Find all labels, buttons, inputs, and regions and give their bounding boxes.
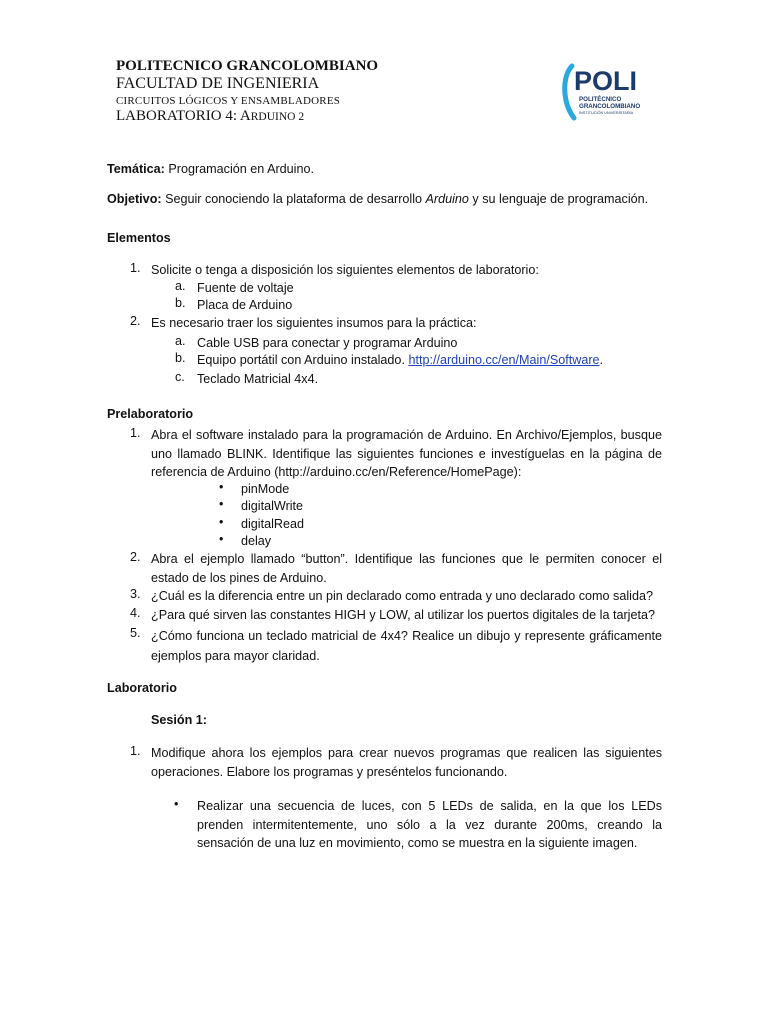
insumos-sub-b-period: .: [599, 353, 604, 367]
prelab-title: Prelaboratorio: [107, 407, 194, 421]
lab-title: [116, 108, 304, 125]
elementos-title: Elementos: [107, 231, 171, 245]
session-title: Sesión 1:: [151, 713, 207, 727]
prelab-item4-text: ¿Para qué sirven las constantes HIGH y LOW, al utilizar los puertos digitales de la tarjeta?: [151, 608, 655, 622]
elementos-item1-num: 1.: [130, 261, 141, 275]
logo-arc: [565, 66, 574, 118]
tematica-label: Temática:: [107, 162, 165, 176]
elementos-item1-text: Solicite o tenga a disposición los siguientes elementos de laboratorio:: [151, 263, 539, 277]
objetivo-text-after: y su lenguaje de programación.: [468, 192, 649, 206]
function-digitalwrite: digitalWrite: [241, 499, 304, 513]
institution-name: POLITECNICO GRANCOLOMBIANO: [116, 58, 379, 74]
function-delay: delay: [241, 534, 272, 548]
elementos-sub-a-text: Fuente de voltaje: [197, 281, 294, 295]
objetivo-label: Objetivo:: [107, 192, 162, 206]
lab-item1-text: Modifique ahora los ejemplos para crear nuevos programas que realicen las siguientes operaciones. Elabore los programas y preséntelos funcionando.: [151, 746, 662, 779]
insumos-sub-a-text: Cable USB para conectar y programar Arduino: [197, 336, 458, 350]
prelab-item5-num: 5.: [130, 626, 141, 640]
prelab-item1-text: Abra el software instalado para la programación de Arduino. En Archivo/Ejemplos, busque uno llamado BLINK. Identifique las siguientes funciones e investíguelas en la página de referencia de Arduino (http://arduino.cc/en/Reference/HomePage):: [151, 428, 662, 479]
elementos-sub-b-text: Placa de Arduino: [197, 298, 293, 312]
insumos-sub-b-text: Equipo portátil con Arduino instalado.: [197, 353, 409, 367]
objetivo-italic: Arduino: [425, 192, 469, 206]
function-digitalread: digitalRead: [241, 517, 305, 531]
elementos-item2-text: Es necesario traer los siguientes insumos para la práctica:: [151, 316, 477, 330]
prelab-item2-num: 2.: [130, 550, 141, 564]
prelab-item3-text: ¿Cuál es la diferencia entre un pin declarado como entrada y uno declarado como salida?: [151, 589, 653, 603]
function-bullet-4: •: [219, 532, 224, 546]
function-bullet-3: •: [219, 515, 224, 529]
prelab-item5-text: ¿Cómo funciona un teclado matricial de 4x4? Realice un dibujo y represente gráficamente ejemplos para mayor claridad.: [151, 629, 662, 663]
lab-title-prefix: LABORATORIO 4:: [116, 108, 240, 124]
function-bullet-2: •: [219, 497, 224, 511]
poli-logo-icon: [560, 62, 670, 124]
insumos-sub-b-num: b.: [175, 351, 186, 365]
prelab-item2-text: Abra el ejemplo llamado “button”. Identifique las funciones que le permiten conocer el estado de los pines de Arduino.: [151, 552, 662, 585]
poli-logo: [560, 62, 670, 124]
prelab-item4-num: 4.: [130, 606, 141, 620]
logo-line1: POLITÉCNICO: [579, 96, 622, 103]
insumos-sub-c-text: Teclado Matricial 4x4.: [197, 372, 319, 386]
lab-bullet-1-marker: •: [174, 797, 179, 811]
logo-line3: INSTITUCIÓN UNIVERSITARIA: [579, 111, 634, 115]
function-pinmode: pinMode: [241, 482, 290, 496]
lab-section-title: Laboratorio: [107, 681, 177, 695]
elementos-sub-a-num: a.: [175, 279, 186, 293]
course-name: CIRCUITOS LÓGICOS Y ENSAMBLADORES: [116, 95, 341, 107]
objetivo-text-before: Seguir conociendo la plataforma de desarrollo: [161, 192, 426, 206]
logo-mark: POLI: [574, 66, 638, 96]
insumos-sub-b-line: [197, 351, 603, 369]
function-bullet-1: •: [219, 480, 224, 494]
tematica-text: Programación en Arduino.: [164, 162, 314, 176]
elementos-sub-b-num: b.: [175, 296, 186, 310]
arduino-software-link[interactable]: http://arduino.cc/en/Main/Software: [408, 353, 600, 367]
prelab-item1-num: 1.: [130, 426, 141, 440]
logo-line2: GRANCOLOMBIANO: [579, 103, 641, 110]
insumos-sub-c-num: c.: [175, 370, 185, 384]
tematica-line: [107, 160, 314, 178]
lab-title-rest: RDUINO 2: [250, 111, 305, 123]
insumos-sub-a-num: a.: [175, 334, 186, 348]
elementos-item2-num: 2.: [130, 314, 141, 328]
prelab-item3-num: 3.: [130, 587, 141, 601]
objetivo-line: [107, 190, 648, 208]
faculty-name: FACULTAD DE INGENIERIA: [116, 75, 320, 92]
lab-title-initial: A: [239, 108, 251, 124]
lab-item1-num: 1.: [130, 744, 141, 758]
lab-bullet-1-text: Realizar una secuencia de luces, con 5 LEDs de salida, en la que los LEDs prenden intermitentemente, uno sólo a la vez durante 200ms, creando la sensación de una luz en movimiento, como se muestra en la siguiente imagen.: [197, 799, 662, 850]
